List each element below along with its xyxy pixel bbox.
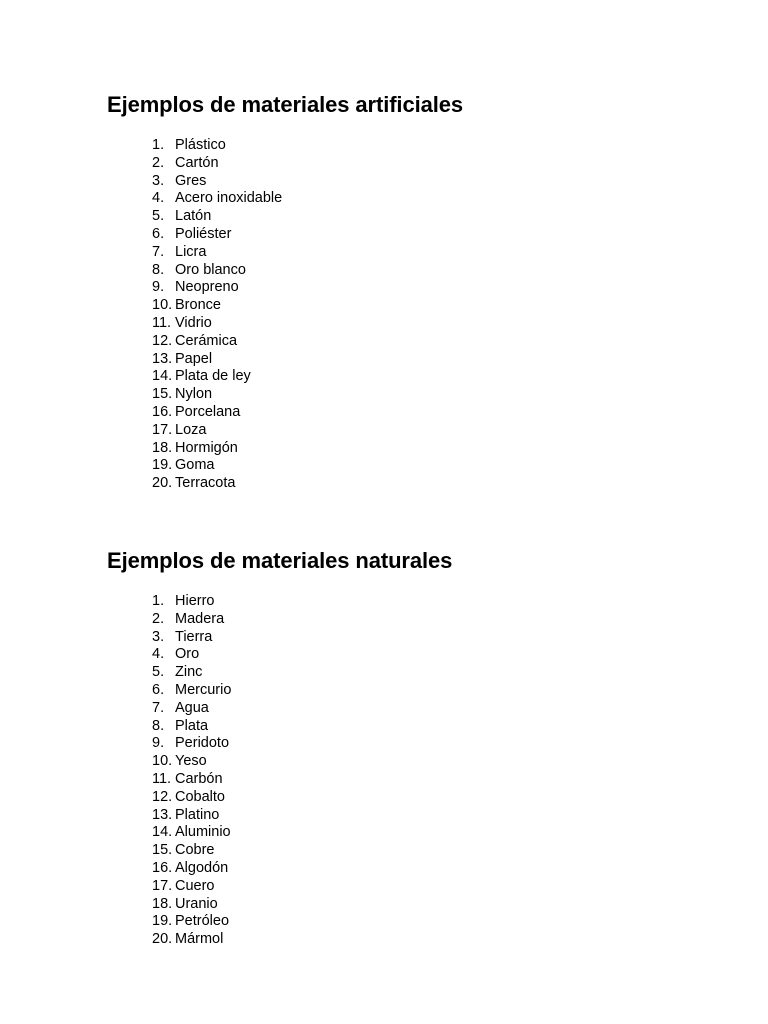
list-item-number: 5.: [152, 208, 165, 225]
section-artificial-materials: [107, 90, 463, 493]
section-title-natural: Ejemplos de materiales naturales: [107, 548, 453, 573]
list-item-label: Zinc: [175, 664, 203, 681]
list-item-label: Bronce: [175, 297, 221, 314]
list-item: [107, 700, 452, 718]
list-item: [107, 735, 452, 753]
list-item-number: 3.: [152, 172, 165, 189]
list-item: [107, 593, 452, 611]
list-item-number: 9.: [152, 735, 165, 752]
list-item-label: Madera: [175, 610, 225, 627]
artificial-materials-list: [107, 137, 463, 493]
list-item: [107, 896, 452, 914]
list-item-label: Petróleo: [175, 913, 230, 930]
list-item: [107, 297, 463, 315]
section-title-artificial: Ejemplos de materiales artificiales: [107, 92, 464, 117]
list-item: [107, 475, 463, 493]
list-item: [107, 208, 463, 226]
list-item-label: Cerámica: [175, 332, 238, 349]
list-item-label: Licra: [175, 243, 207, 260]
list-item-label: Aluminio: [175, 824, 231, 841]
list-item-label: Yeso: [175, 753, 207, 770]
list-item: [107, 226, 463, 244]
list-item: [107, 718, 452, 736]
list-item-number: 19.: [152, 457, 173, 474]
list-item-label: Acero inoxidable: [175, 190, 283, 207]
list-item-number: 11.: [152, 314, 172, 331]
list-item: [107, 279, 463, 297]
list-item-label: Plata de ley: [175, 368, 251, 385]
list-item-number: 7.: [152, 243, 165, 260]
list-item-number: 14.: [152, 368, 173, 385]
list-item-number: 1.: [152, 593, 165, 609]
list-item: [107, 262, 463, 280]
list-item: [107, 664, 452, 682]
list-item-number: 17.: [152, 421, 173, 438]
list-item: [107, 315, 463, 333]
list-item-number: 17.: [152, 877, 173, 894]
list-item-label: Cartón: [175, 154, 219, 171]
list-item-number: 16.: [152, 403, 173, 420]
list-item-number: 18.: [152, 895, 173, 912]
list-item: [107, 155, 463, 173]
list-item-label: Hierro: [175, 593, 215, 609]
list-item-number: 10.: [152, 297, 173, 314]
list-item-label: Agua: [175, 699, 209, 716]
list-item-number: 13.: [152, 350, 173, 367]
list-item-label: Plata: [175, 717, 209, 734]
list-item-label: Gres: [175, 172, 207, 189]
list-item: [107, 824, 452, 842]
list-item: [107, 913, 452, 931]
list-item-label: Papel: [175, 350, 213, 367]
list-item-label: Platino: [175, 806, 220, 823]
list-item-number: 19.: [152, 913, 173, 930]
list-item: [107, 646, 452, 664]
list-item: [107, 173, 463, 191]
list-item-number: 20.: [152, 475, 173, 492]
list-item-number: 6.: [152, 681, 165, 698]
list-item: [107, 753, 452, 771]
list-item-label: Goma: [175, 457, 215, 474]
list-item: [107, 422, 463, 440]
list-item: [107, 333, 463, 351]
list-item-number: 8.: [152, 717, 165, 734]
list-item-label: Cobre: [175, 842, 215, 859]
list-item-label: Tierra: [175, 628, 213, 645]
list-item-number: 12.: [152, 788, 173, 805]
list-item: [107, 611, 452, 629]
natural-materials-list: [107, 593, 452, 949]
list-item-label: Cobalto: [175, 788, 225, 805]
list-item: [107, 457, 463, 475]
list-item: [107, 404, 463, 422]
list-item-label: Terracota: [175, 475, 236, 492]
list-item-label: Hormigón: [175, 439, 238, 456]
list-item-number: 2.: [152, 154, 165, 171]
list-item-label: Poliéster: [175, 225, 232, 242]
list-item: [107, 440, 463, 458]
list-item: [107, 351, 463, 369]
list-item-label: Neopreno: [175, 279, 239, 296]
list-item-number: 2.: [152, 610, 165, 627]
list-item: [107, 368, 463, 386]
list-item: [107, 137, 463, 155]
list-item-number: 7.: [152, 699, 165, 716]
list-item-number: 3.: [152, 628, 165, 645]
list-item-label: Nylon: [175, 386, 213, 403]
list-item-number: 11.: [152, 770, 172, 787]
list-item-number: 12.: [152, 332, 173, 349]
list-item: [107, 931, 452, 949]
list-item-number: 9.: [152, 279, 165, 296]
list-item-label: Carbón: [175, 770, 223, 787]
section-natural-materials: [107, 546, 452, 949]
list-item-label: Vidrio: [175, 314, 212, 331]
list-item-label: Peridoto: [175, 735, 230, 752]
list-item-label: Mármol: [175, 931, 224, 948]
list-item-number: 10.: [152, 753, 173, 770]
list-item-number: 16.: [152, 859, 173, 876]
list-item-label: Latón: [175, 208, 212, 225]
list-item-label: Loza: [175, 421, 207, 438]
list-item-number: 14.: [152, 824, 173, 841]
list-item-number: 6.: [152, 225, 165, 242]
list-item-number: 4.: [152, 646, 165, 663]
list-item: [107, 842, 452, 860]
list-item: [107, 789, 452, 807]
list-item-label: Oro: [175, 646, 200, 663]
list-item-number: 18.: [152, 439, 173, 456]
list-item-label: Oro blanco: [175, 261, 246, 278]
list-item-number: 15.: [152, 386, 173, 403]
list-item-label: Cuero: [175, 877, 215, 894]
list-item: [107, 860, 452, 878]
list-item-number: 8.: [152, 261, 165, 278]
list-item: [107, 386, 463, 404]
list-item-label: Plástico: [175, 137, 226, 153]
list-item: [107, 878, 452, 896]
list-item-number: 4.: [152, 190, 165, 207]
list-item-label: Uranio: [175, 895, 218, 912]
list-item-number: 15.: [152, 842, 173, 859]
list-item: [107, 682, 452, 700]
list-item-label: Algodón: [175, 859, 229, 876]
list-item-number: 13.: [152, 806, 173, 823]
list-item: [107, 190, 463, 208]
list-item: [107, 244, 463, 262]
list-item-number: 1.: [152, 137, 165, 153]
list-item: [107, 771, 452, 789]
list-item-label: Mercurio: [175, 681, 232, 698]
list-item-number: 5.: [152, 664, 165, 681]
list-item: [107, 807, 452, 825]
list-item: [107, 629, 452, 647]
list-item-number: 20.: [152, 931, 173, 948]
list-item-label: Porcelana: [175, 403, 241, 420]
